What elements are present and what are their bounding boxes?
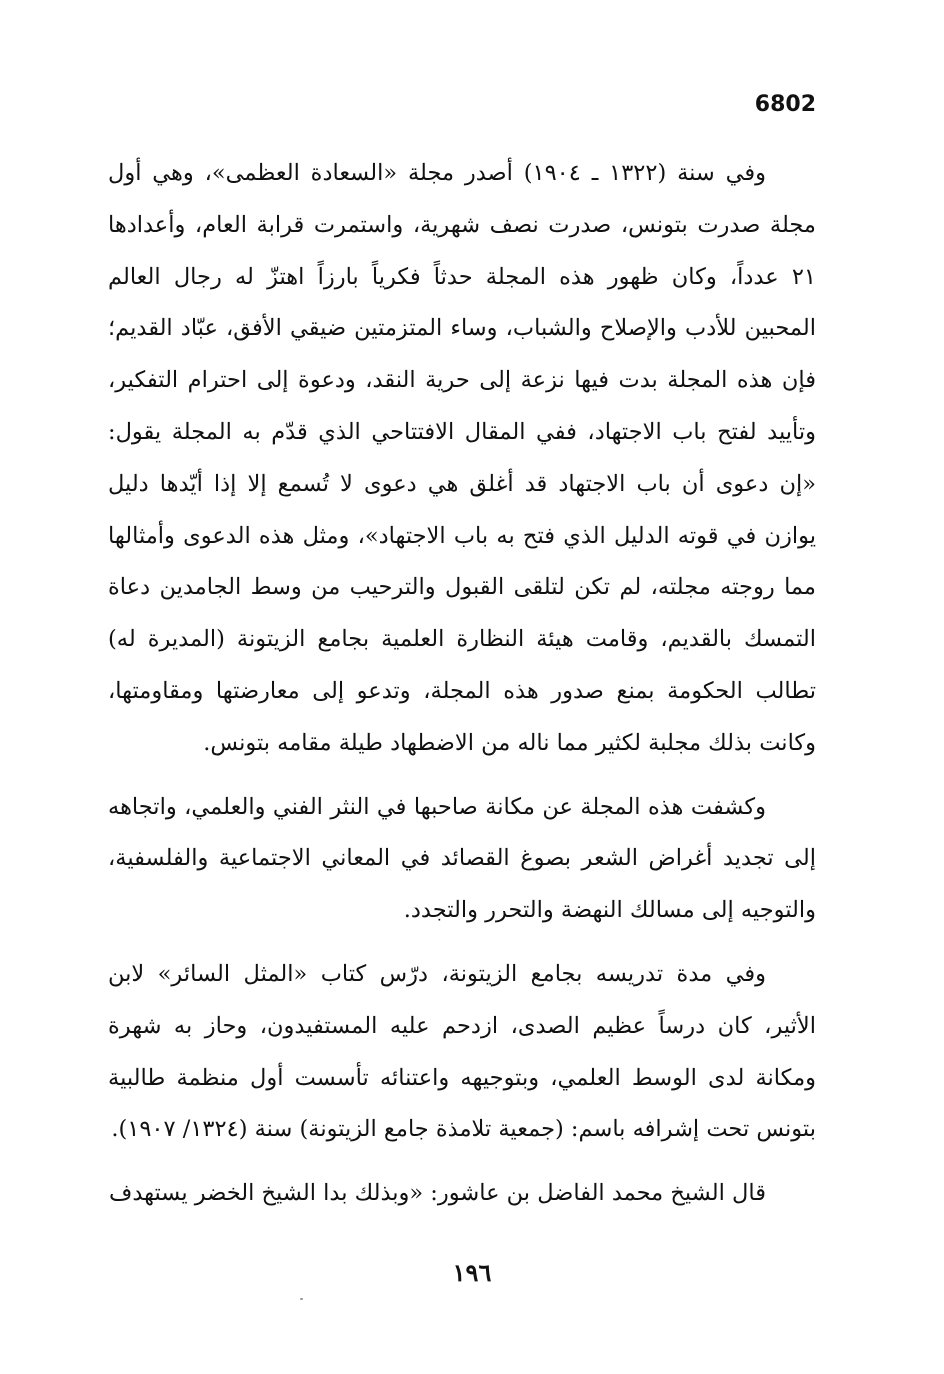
paragraph-magazine: وفي سنة (١٣٢٢ ـ ١٩٠٤) أصدر مجلة «السعادة العظمى»، وهي أول مجلة صدرت بتونس، صدرت نصف شهرية، واستمرت قرابة العام، وأعدادها ٢١ عدداً، وكان ظهور هذه المجلة حدثاً فكرياً بارزاً اهتزّ له رجال العالم المحبين للأدب والإصلاح والشباب، وساء المتزمتين ضيقي الأفق، عبّاد القديم؛ فإن هذه المجلة بدت فيها نزعة إلى حرية النقد، ودعوة إلى احترام التفكير، وتأييد لفتح باب الاجتهاد، ففي المقال الافتتاحي الذي قدّم به المجلة يقول: «إن دعوى أن باب الاجتهاد قد أغلق هي دعوى لا تُسمع إلا إذا أيّدها دليل يوازن في قوته الدليل الذي فتح به باب الاجتهاد»، ومثل هذه الدعوى وأمثالها مما روجته مجلته، لم تكن لتلقى القبول والترحيب من وسط الجامدين دعاة التمسك بالقديم، وقامت هيئة النظارة العلمية بجامع الزيتونة (المديرة له) تطالب الحكومة بمنع صدور هذه المجلة، وتدعو إلى معارضتها ومقاومتها، وكانت بذلك مجلبة لكثير مما ناله من الاضطهاد طيلة مقامه بتونس. <box>108 160 816 756</box>
paragraph-teaching: وفي مدة تدريسه بجامع الزيتونة، درّس كتاب «المثل السائر» لابن الأثير، كان درساً عظيم الصدى، ازدحم عليه المستفيدون، وحاز به شهرة ومكانة لدى الوسط العلمي، وبتوجيهه واعتنائه تأسست أول منظمة طالبية بتونس تحت إشرافه باسم: (جمعية تلامذة جامع الزيتونة) سنة (١٣٢٤/ ١٩٠٧). <box>108 960 816 1143</box>
paragraph-quote: قال الشيخ محمد الفاضل بن عاشور: «وبذلك بدا الشيخ الخضر يستهدف <box>109 1180 766 1207</box>
footer-page-number: ١٩٦ <box>452 1258 492 1287</box>
paragraph-magazine-reveal: وكشفت هذه المجلة عن مكانة صاحبها في النثر الفني والعلمي، واتجاهه إلى تجديد أغراض الشعر بصوغ القصائد في المعاني الاجتماعية والفلسفية، والتوجيه إلى مسالك النهضة والتحرر والتجدد. <box>108 793 816 924</box>
page-id: 6802 <box>754 92 816 117</box>
body-text <box>108 148 816 1220</box>
scan-speck <box>300 1298 303 1300</box>
